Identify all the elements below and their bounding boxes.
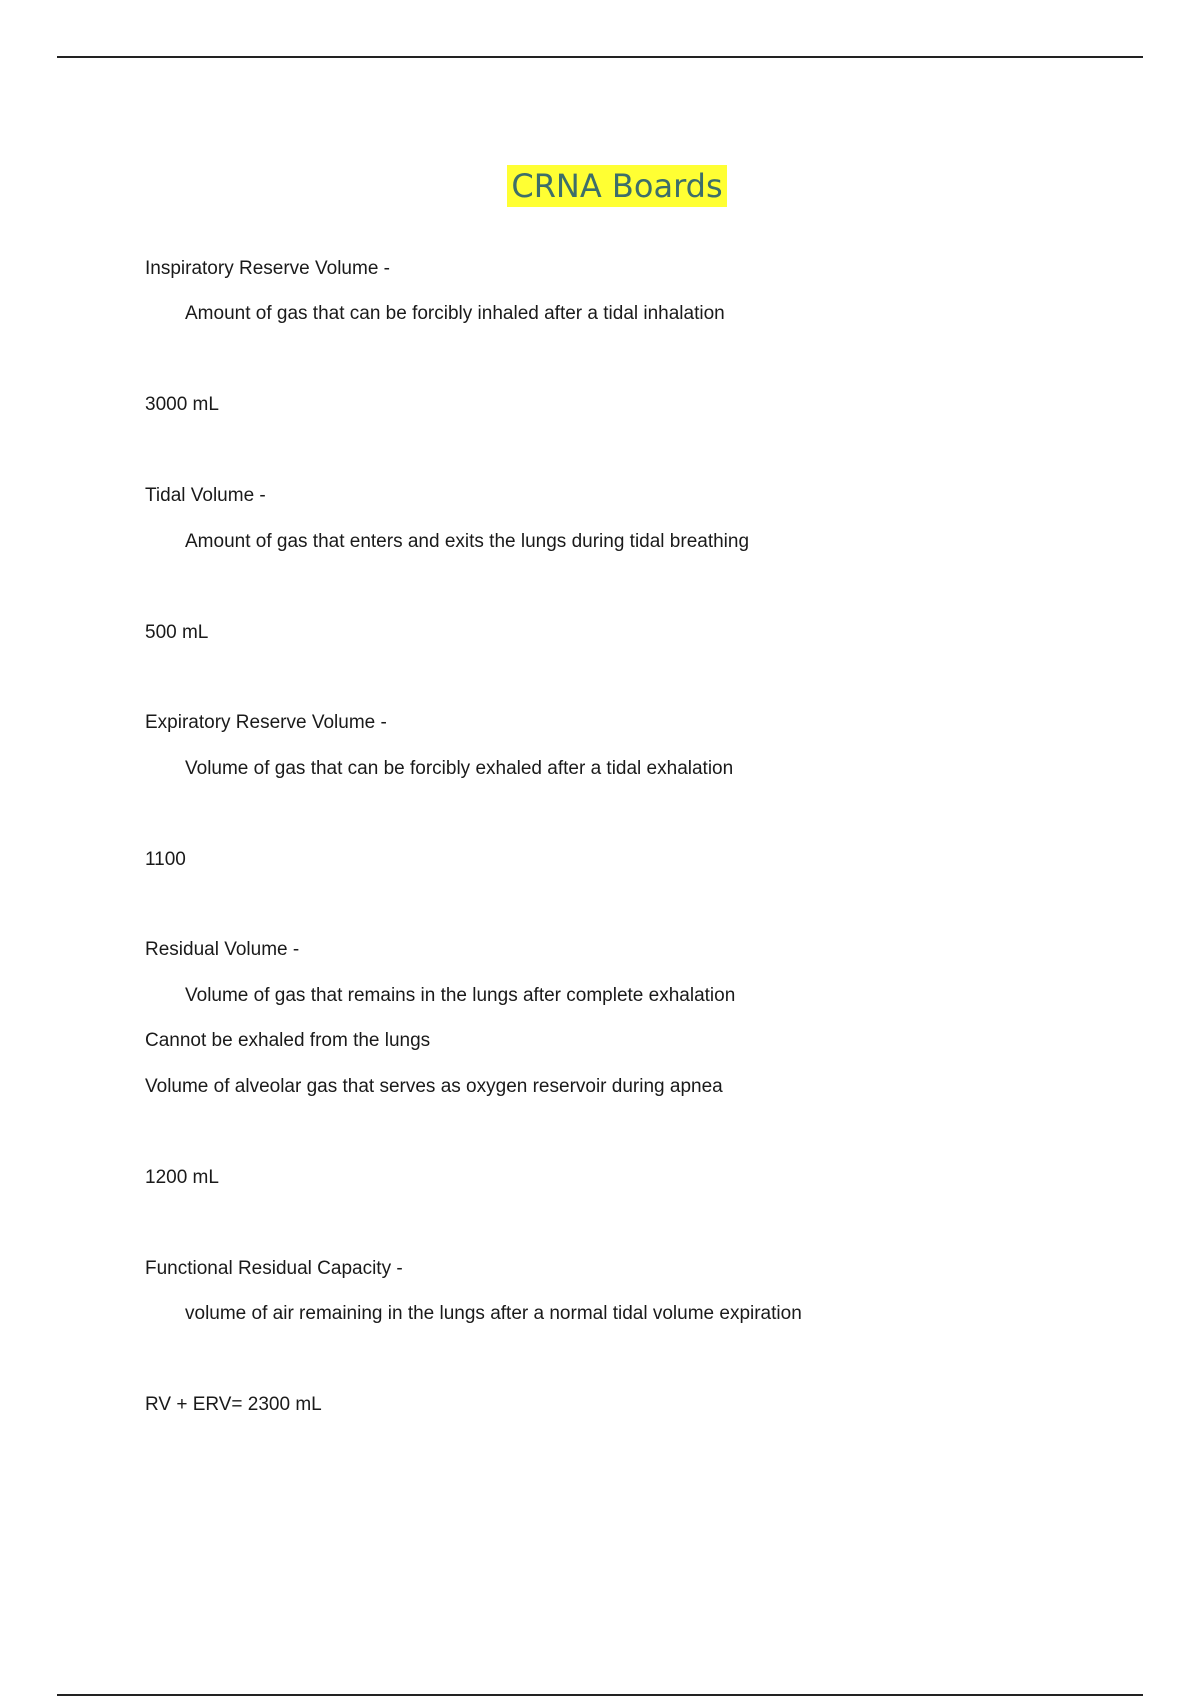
term-inspiratory-reserve-volume: Inspiratory Reserve Volume - — [145, 258, 390, 279]
note-residual-volume-2: Volume of alveolar gas that serves as oxygen reservoir during apnea — [145, 1076, 723, 1097]
definition-residual-volume: Volume of gas that remains in the lungs after complete exhalation — [185, 985, 736, 1006]
value-expiratory-reserve-volume: 1100 — [145, 849, 186, 870]
term-functional-residual-capacity: Functional Residual Capacity - — [145, 1258, 403, 1279]
value-inspiratory-reserve-volume: 3000 mL — [145, 394, 219, 415]
value-tidal-volume: 500 mL — [145, 622, 209, 643]
definition-functional-residual-capacity: volume of air remaining in the lungs after a normal tidal volume expiration — [185, 1303, 802, 1324]
definition-tidal-volume: Amount of gas that enters and exits the lungs during tidal breathing — [185, 531, 750, 552]
title-container — [0, 165, 1200, 207]
bottom-rule — [57, 1694, 1143, 1696]
top-rule — [57, 56, 1143, 58]
document-title: CRNA Boards — [507, 165, 726, 207]
term-expiratory-reserve-volume: Expiratory Reserve Volume - — [145, 712, 387, 733]
note-residual-volume-1: Cannot be exhaled from the lungs — [145, 1030, 431, 1051]
value-residual-volume: 1200 mL — [145, 1167, 219, 1188]
term-tidal-volume: Tidal Volume - — [145, 485, 266, 506]
definition-expiratory-reserve-volume: Volume of gas that can be forcibly exhaled after a tidal exhalation — [185, 758, 734, 779]
term-residual-volume: Residual Volume - — [145, 939, 300, 960]
definition-inspiratory-reserve-volume: Amount of gas that can be forcibly inhaled after a tidal inhalation — [185, 303, 725, 324]
value-functional-residual-capacity: RV + ERV= 2300 mL — [145, 1394, 322, 1415]
